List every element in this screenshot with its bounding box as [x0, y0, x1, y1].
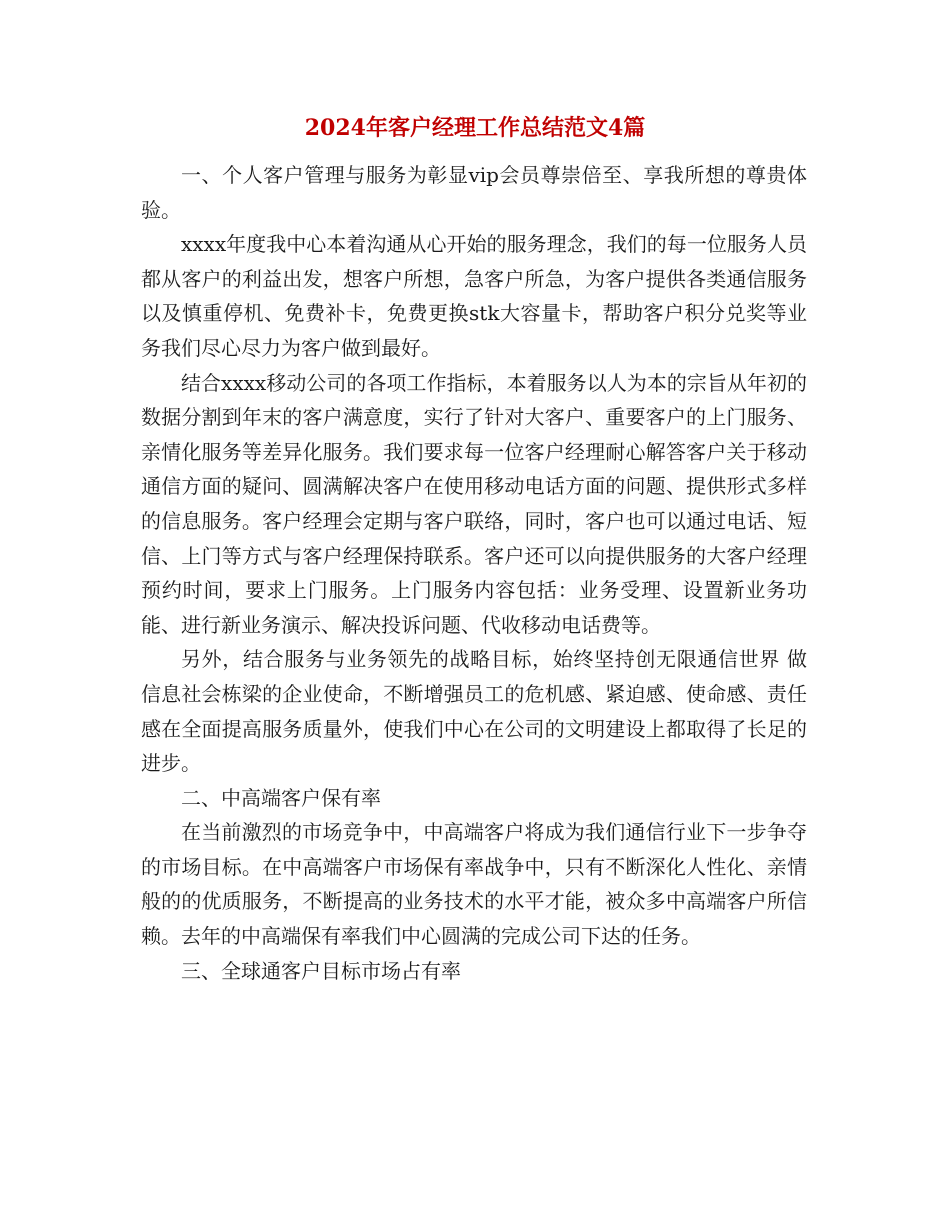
paragraph-section-1-heading: 一、个人客户管理与服务为彰显vip会员尊崇倍至、享我所想的尊贵体验。 [141, 163, 807, 222]
document-title: 2024年客户经理工作总结范文4篇 [304, 115, 646, 141]
paragraph-service-philosophy: xxxx年度我中心本着沟通从心开始的服务理念，我们的每一位服务人员都从客户的利益出发，想客户所想，急客户所急，为客户提供各类通信服务以及慎重停机、免费补卡，免费更换stk大容量卡，帮助客户积分兑奖等业务我们尽心尽力为客户做到最好。 [141, 232, 807, 360]
document-body [141, 158, 807, 988]
paragraph-work-indicators: 结合xxxx移动公司的各项工作指标，本着服务以人为本的宗旨从年初的数据分割到年末的客户满意度，实行了针对大客户、重要客户的上门服务、亲情化服务等差异化服务。我们要求每一位客户经理耐心解答客户关于移动通信方面的疑问、圆满解决客户在使用移动电话方面的问题、提供形式多样的信息服务。客户经理会定期与客户联络，同时，客户也可以通过电话、短信、上门等方式与客户经理保持联系。客户还可以向提供服务的大客户经理预约时间，要求上门服务。上门服务内容包括：业务受理、设置新业务功能、进行新业务演示、解决投诉问题、代收移动电话费等。 [141, 370, 807, 637]
paragraph-section-3-heading: 三、全球通客户目标市场占有率 [181, 958, 461, 983]
paragraph-section-2-heading: 二、中高端客户保有率 [181, 785, 381, 810]
paragraph-high-end-retention: 在当前激烈的市场竞争中，中高端客户将成为我们通信行业下一步争夺的市场目标。在中高端客户市场保有率战争中，只有不断深化人性化、亲情般的的优质服务，不断提高的业务技术的水平才能，被众多中高端客户所信赖。去年的中高端保有率我们中心圆满的完成公司下达的任务。 [141, 820, 807, 949]
paragraph-strategic-goals: 另外，结合服务与业务领先的战略目标，始终坚持创无限通信世界 做信息社会栋梁的企业使命，不断增强员工的危机感、紧迫感、使命感、责任感在全面提高服务质量外，使我们中心在公司的文明建设上都取得了长足的进步。 [141, 647, 807, 776]
